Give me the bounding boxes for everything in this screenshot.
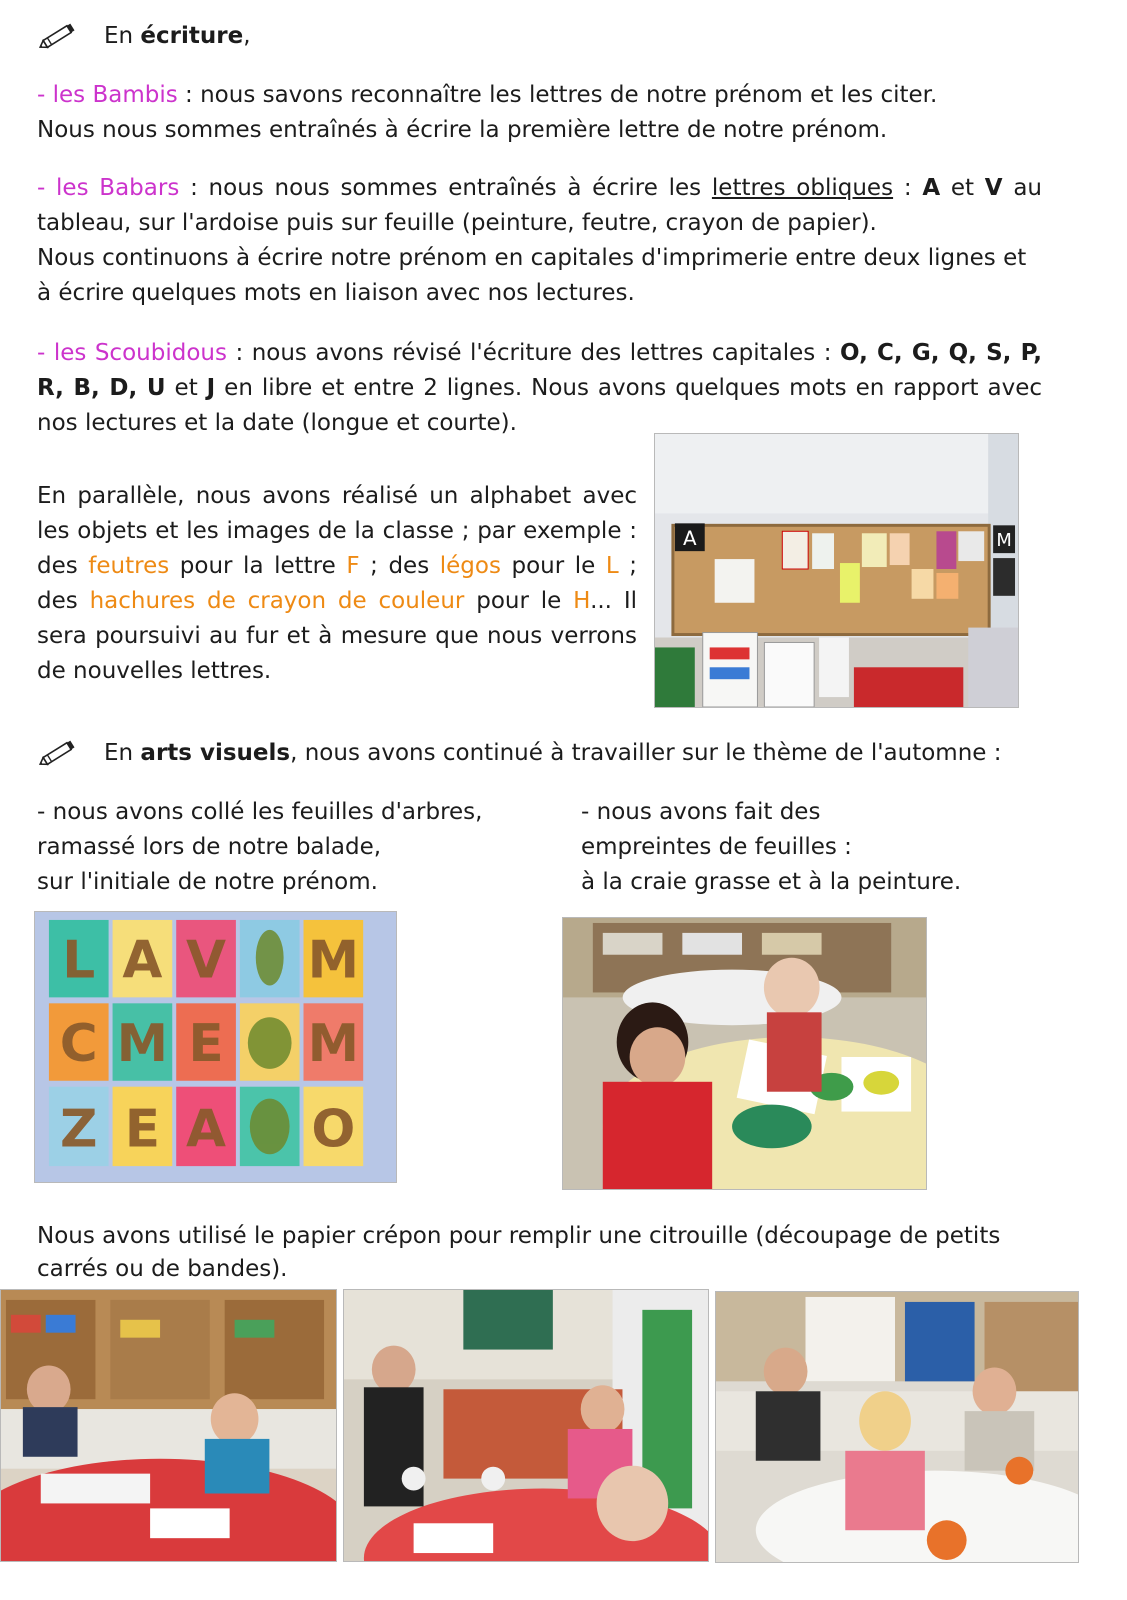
leaf-letter: A [186,1099,227,1160]
leaf-letter: L [62,930,96,991]
alphabet-paragraph: En parallèle, nous avons réalisé un alphabet avec les objets et les images de la classe ; par exemple : des feutres pour la lettre F ; des légos pour le L ; des hachures de crayon de couleur pour le H... Il sera poursuivi au fur et à mesure que nous verrons de nouvelles lettres. [37,483,638,684]
leaf-letter: E [188,1013,224,1074]
leaf-letter: V [186,930,227,991]
arts-left-column: - nous avons collé les feuilles d'arbres, ramassé lors de notre balade, sur l'initiale de notre prénom. [37,799,483,895]
crepon-photo-1 [0,1289,337,1562]
bambis-paragraph: - les Bambis : nous savons reconnaître les lettres de notre prénom et les citer. Nous nous sommes entraînés à écrire la première lettre de notre prénom. [37,82,938,143]
leaf-letter: O [311,1099,356,1160]
group-label-bambis: les Bambis [52,82,178,108]
leaf-letter: Z [60,1099,98,1160]
leaf-letters-photo [34,911,397,1183]
crepon-paragraph: Nous avons utilisé le papier crépon pour remplir une citrouille (découpage de petits carrés ou de bandes). [37,1223,1001,1282]
group-label-babars: les Babars [56,175,180,201]
arts-right-column: - nous avons fait des empreintes de feuilles : à la craie grasse et à la peinture. [581,799,962,895]
board-letter-a: A [683,527,697,551]
leaf-letter: M [116,1013,169,1074]
pencil-icon [37,737,79,769]
babars-paragraph: - les Babars : nous nous sommes entraînés à écrire les lettres obliques : A et V au tableau, sur l'ardoise puis sur feuille (peinture, feutre, crayon de papier). Nous continuons à écrire notre prénom en capitales d'imprimerie entre deux lignes et à écrire quelques mots en liaison avec nos lectures. [37,175,1043,306]
alphabet-board-photo [654,433,1019,708]
leaf-letter: C [59,1013,98,1074]
group-label-scoubidous: les Scoubidous [53,340,227,366]
crepon-photo-3 [715,1291,1079,1563]
scoubidous-paragraph: - les Scoubidous : nous avons révisé l'écriture des lettres capitales : O, C, G, Q, S, P, R, B, D, U et J en libre et entre 2 lignes. Nous avons quelques mots en rapport avec nos lectures et la date (longue et courte). [37,340,1043,436]
board-letter-m: M [996,530,1012,552]
leaf-letter: M [307,1013,360,1074]
crepon-photo-2 [343,1289,709,1562]
arts-heading: En arts visuels, nous avons continué à travailler sur le thème de l'automne : [104,740,1002,766]
pencil-icon [37,20,79,52]
leaf-letter: E [124,1099,161,1160]
leaf-printing-photo [562,917,927,1190]
ecriture-heading: En écriture, [104,23,251,49]
leaf-letter: M [307,930,360,991]
leaf-letter: A [122,930,163,991]
